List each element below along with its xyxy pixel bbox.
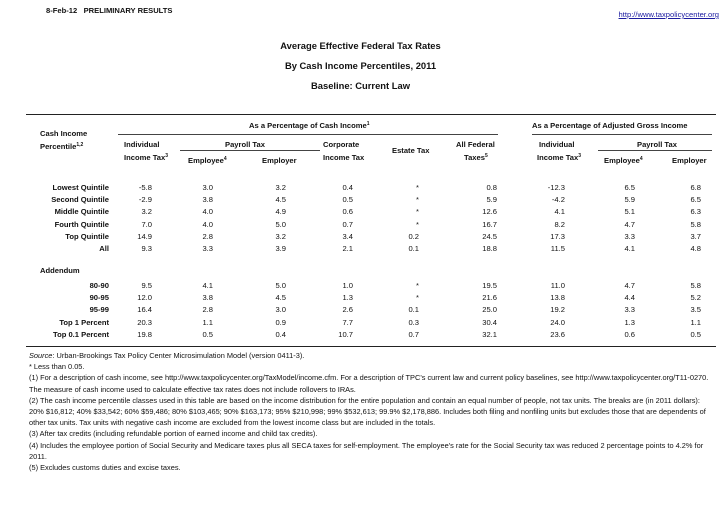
- table-cell: 0.2: [408, 231, 419, 241]
- table-cell: 3.9: [275, 244, 286, 253]
- table-cell: -2.9: [138, 195, 152, 205]
- table-cell: 2.1: [342, 244, 353, 253]
- row-header-line1: Cash Income: [40, 129, 88, 138]
- table-cell: 19.8: [137, 329, 152, 339]
- table-cell: 3.2: [275, 183, 286, 192]
- table-cell: 4.5: [275, 293, 286, 303]
- tpc-link[interactable]: http://www.taxpolicycenter.org: [618, 10, 719, 19]
- table-top-rule: [26, 114, 716, 115]
- row-label: Fourth Quintile: [54, 219, 109, 229]
- table-cell: 4.0: [202, 207, 213, 217]
- row-label: Lowest Quintile: [52, 183, 109, 192]
- table-bottom-rule: [26, 346, 716, 347]
- table-cell: 7.7: [342, 317, 353, 327]
- table-cell: 0.1: [408, 244, 419, 253]
- table-cell: -5.8: [138, 183, 152, 192]
- table-cell: 3.3: [624, 231, 635, 241]
- table-cell: 0.1: [408, 305, 419, 315]
- group-header-cash-income: As a Percentage of Cash Income$^1$: [249, 121, 370, 130]
- table-cell: 3.8: [202, 293, 213, 303]
- table-cell: 4.5: [275, 195, 286, 205]
- table-cell: 3.2: [275, 231, 286, 241]
- row-label: Top 0.1 Percent: [53, 329, 109, 339]
- table-cell: 12.6: [482, 207, 497, 217]
- row-header-line2: Percentile$^{1,2}$: [40, 142, 84, 151]
- table-cell: 0.3: [408, 317, 419, 327]
- table-baseline: Baseline: Current Law: [311, 80, 410, 91]
- table-cell: 1.1: [690, 317, 701, 327]
- header-date: 8-Feb-12: [46, 6, 78, 15]
- table-cell: 4.9: [275, 207, 286, 217]
- table-cell: 6.8: [690, 183, 701, 192]
- row-label: Top Quintile: [65, 231, 109, 241]
- table-cell: 5.8: [690, 219, 701, 229]
- table-cell: 4.7: [624, 219, 635, 229]
- row-label: 80-90: [89, 281, 109, 290]
- col-corporate-line2: Income Tax: [323, 153, 365, 162]
- table-cell: 0.6: [342, 207, 353, 217]
- table-cell: 0.6: [624, 329, 635, 339]
- table-cell: 3.7: [690, 231, 701, 241]
- table-cell: 3.5: [690, 305, 701, 315]
- table-cell: *: [416, 195, 419, 205]
- table-cell: 32.1: [482, 329, 497, 339]
- col-agi-payroll-header: Payroll Tax: [637, 140, 677, 149]
- col-agi-individual-line2: Income Tax$^3$: [537, 153, 581, 162]
- table-cell: 5.1: [624, 207, 635, 217]
- addendum-label: Addendum: [40, 266, 80, 275]
- table-cell: 0.4: [342, 183, 353, 192]
- col-allfed-line2: Taxes$^5$: [464, 153, 488, 162]
- table-cell: *: [416, 293, 419, 303]
- col-agi-employee: Employee$^4$: [604, 156, 643, 165]
- footnote-4: (4) Includes the employee portion of Social Security and Medicare taxes plus all SECA taxes for self-employment. The employee's rate for the Social Security tax was reduced 2 percentage points to 4.2% for 2011.: [29, 440, 704, 461]
- row-label: All: [99, 244, 109, 253]
- col-individual-line2: Income Tax$^3$: [124, 153, 168, 162]
- agi-payroll-underline: [598, 150, 712, 151]
- table-cell: -4.2: [551, 195, 565, 205]
- table-cell: 0.7: [408, 329, 419, 339]
- table-cell: 4.0: [202, 219, 213, 229]
- table-cell: 4.1: [624, 244, 635, 253]
- table-cell: *: [416, 281, 419, 290]
- row-label: Top 1 Percent: [59, 317, 109, 327]
- table-cell: 4.7: [624, 281, 635, 290]
- col-employee: Employee$^4$: [188, 156, 227, 165]
- table-cell: 6.5: [690, 195, 701, 205]
- table-cell: 0.5: [690, 329, 701, 339]
- group-agi-underline: [532, 134, 712, 135]
- table-cell: 6.3: [690, 207, 701, 217]
- table-cell: 14.9: [137, 231, 152, 241]
- table-cell: -12.3: [547, 183, 565, 192]
- table-cell: 3.4: [342, 231, 353, 241]
- header-status: PRELIMINARY RESULTS: [83, 6, 173, 15]
- table-cell: 20.3: [137, 317, 152, 327]
- footnote-3: (3) After tax credits (including refundable portion of earned income and child tax credits).: [29, 429, 318, 439]
- footnote-2: (2) The cash income percentile classes used in this table are based on the income distribution for the entire population and contain an equal number of people, not tax units. The breaks are (in 2011 dollars): 20% $16,812; 40% $33,542; 60% $59,486; 80% $103,465; 90% $163,173; 95% $210,998; 99% $532,613; 99.9% $2,178,886. Includes both filing and nonfiling units but excludes those that are dependents of other tax units. Tax units with negative cash income are excluded from the lowest income class but are included in the totals.: [29, 395, 706, 428]
- col-agi-employer: Employer: [672, 156, 707, 165]
- table-cell: 2.6: [342, 305, 353, 315]
- table-cell: 0.8: [486, 183, 497, 192]
- footnote-1: (1) For a description of cash income, see http://www.taxpolicycenter.org/TaxModel/income.cfm. For a description of TPC's current law and current policy baselines, see http://www.taxpolicycenter.org/T11-0270. The measure of cash income used to calculate effective tax rates does not include rollovers to IRAs.: [29, 373, 709, 394]
- table-cell: 0.5: [342, 195, 353, 205]
- table-cell: 5.0: [275, 281, 286, 290]
- table-cell: 5.8: [690, 281, 701, 290]
- table-cell: 0.9: [275, 317, 286, 327]
- col-allfed-line1: All Federal: [456, 140, 495, 149]
- col-individual-line1: Individual: [124, 140, 160, 149]
- table-cell: 12.0: [137, 293, 152, 303]
- table-cell: 2.8: [202, 231, 213, 241]
- table-cell: 1.1: [202, 317, 213, 327]
- table-cell: 2.8: [202, 305, 213, 315]
- table-cell: 16.7: [482, 219, 497, 229]
- table-cell: 4.4: [624, 293, 635, 303]
- row-label: 90-95: [89, 293, 109, 303]
- table-cell: 24.0: [550, 317, 565, 327]
- table-cell: 4.8: [690, 244, 701, 253]
- row-label: Middle Quintile: [54, 207, 109, 217]
- table-cell: 9.5: [141, 281, 152, 290]
- table-cell: 9.3: [141, 244, 152, 253]
- table-cell: 11.5: [550, 244, 565, 253]
- table-cell: 4.1: [554, 207, 565, 217]
- table-cell: 5.2: [690, 293, 701, 303]
- table-cell: 3.0: [202, 183, 213, 192]
- group-cash-underline: [118, 134, 498, 135]
- header-date-status: [46, 6, 172, 15]
- table-cell: 25.0: [482, 305, 497, 315]
- table-cell: *: [416, 183, 419, 192]
- row-label: 95-99: [89, 305, 109, 315]
- table-cell: 8.2: [554, 219, 565, 229]
- table-cell: 10.7: [338, 329, 353, 339]
- row-label: Second Quintile: [51, 195, 109, 205]
- table-cell: 18.8: [482, 244, 497, 253]
- table-cell: 21.6: [482, 293, 497, 303]
- table-cell: 3.3: [624, 305, 635, 315]
- source-note: Source: Urban-Brookings Tax Policy Center Microsimulation Model (version 0411-3).: [29, 351, 305, 360]
- table-cell: 7.0: [141, 219, 152, 229]
- table-cell: 1.0: [342, 281, 353, 290]
- table-cell: 30.4: [482, 317, 497, 327]
- table-cell: 5.0: [275, 219, 286, 229]
- col-corporate-line1: Corporate: [323, 140, 360, 149]
- table-cell: 3.3: [202, 244, 213, 253]
- footnote-star: * Less than 0.05.: [29, 362, 85, 372]
- table-cell: 19.2: [550, 305, 565, 315]
- table-cell: *: [416, 219, 419, 229]
- table-cell: *: [416, 207, 419, 217]
- table-cell: 0.5: [202, 329, 213, 339]
- table-cell: 0.4: [275, 329, 286, 339]
- table-cell: 23.6: [550, 329, 565, 339]
- table-cell: 5.9: [486, 195, 497, 205]
- table-cell: 13.8: [550, 293, 565, 303]
- table-cell: 0.7: [342, 219, 353, 229]
- table-cell: 1.3: [624, 317, 635, 327]
- table-cell: 1.3: [342, 293, 353, 303]
- col-employer: Employer: [262, 156, 297, 165]
- table-cell: 19.5: [482, 281, 497, 290]
- col-payroll-header: Payroll Tax: [225, 140, 265, 149]
- table-cell: 17.3: [550, 231, 565, 241]
- table-cell: 6.5: [624, 183, 635, 192]
- table-cell: 5.9: [624, 195, 635, 205]
- col-agi-individual-line1: Individual: [539, 140, 575, 149]
- footnotes: [29, 350, 709, 473]
- table-cell: 3.8: [202, 195, 213, 205]
- footnote-5: (5) Excludes customs duties and excise taxes.: [29, 463, 181, 473]
- table-cell: 11.0: [550, 281, 565, 290]
- table-subtitle: By Cash Income Percentiles, 2011: [284, 60, 437, 71]
- table-cell: 16.4: [137, 305, 152, 315]
- col-estate: Estate Tax: [392, 146, 430, 155]
- table-title: Average Effective Federal Tax Rates: [280, 40, 441, 51]
- table-cell: 3.0: [275, 305, 286, 315]
- table-cell: 4.1: [202, 281, 213, 290]
- table-cell: 24.5: [482, 231, 497, 241]
- table-cell: 3.2: [141, 207, 152, 217]
- payroll-underline: [180, 150, 320, 151]
- group-header-agi: As a Percentage of Adjusted Gross Income: [532, 121, 688, 130]
